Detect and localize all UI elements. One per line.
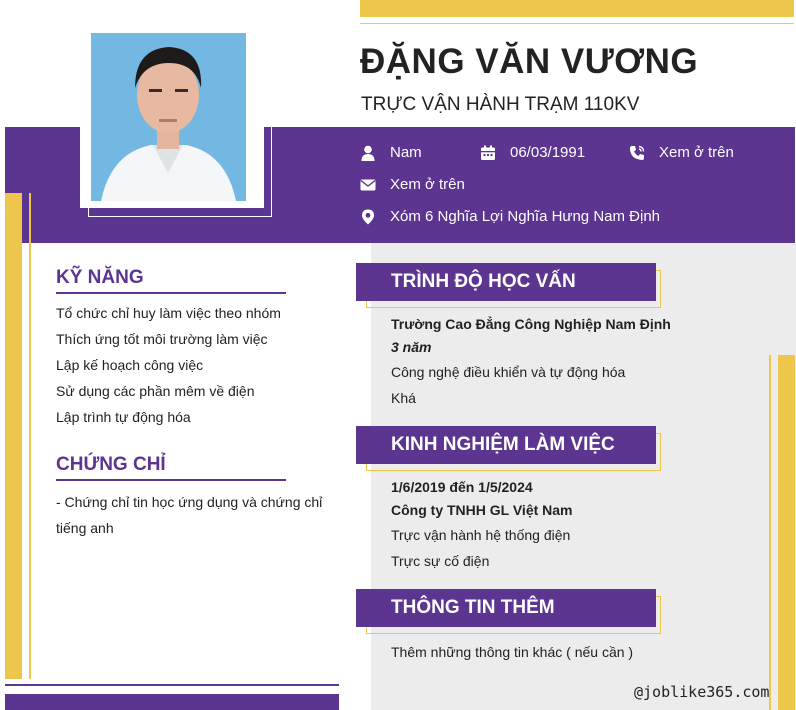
education-duration: 3 năm: [391, 339, 432, 355]
right-column-background: [371, 243, 796, 710]
certificates-title: CHỨNG CHỈ: [56, 454, 166, 475]
calendar-icon: [480, 145, 496, 161]
right-accent-line: [769, 355, 771, 710]
contact-gender: [360, 144, 422, 161]
phone-value: Xem ở trên: [659, 144, 734, 161]
skill-item: Lập trình tự động hóa: [56, 409, 191, 425]
experience-company: Công ty TNHH GL Việt Nam: [391, 502, 573, 518]
gender-value: Nam: [390, 144, 422, 161]
top-accent-bar: [360, 0, 794, 17]
user-icon: [360, 145, 376, 161]
left-accent-line: [29, 193, 31, 679]
experience-period: 1/6/2019 đến 1/5/2024: [391, 479, 533, 495]
skill-item: Tổ chức chỉ huy làm việc theo nhóm: [56, 305, 281, 321]
skills-rule: [56, 292, 286, 294]
contact-address: [360, 208, 660, 225]
education-school: Trường Cao Đẳng Công Nghiệp Nam Định: [391, 316, 671, 332]
candidate-position: TRỰC VẬN HÀNH TRẠM 110KV: [361, 94, 640, 115]
skill-item: Sử dụng các phần mêm về điện: [56, 383, 255, 399]
dob-value: 06/03/1991: [510, 144, 586, 161]
education-grade: Khá: [391, 390, 416, 406]
phone-icon: [629, 145, 645, 161]
education-title: TRÌNH ĐỘ HỌC VẤN: [356, 263, 656, 301]
certificates-rule: [56, 479, 286, 481]
left-accent-bar: [5, 193, 22, 679]
certificates-text: - Chứng chỉ tin học ứng dụng và chứng chỉ tiếng anh: [56, 494, 323, 536]
candidate-name: ĐẶNG VĂN VƯƠNG: [360, 42, 699, 81]
profile-photo: [91, 33, 246, 201]
map-pin-icon: [360, 209, 376, 225]
address-value: Xóm 6 Nghĩa Lợi Nghĩa Hưng Nam Định: [390, 208, 660, 225]
envelope-icon: [360, 177, 376, 193]
top-accent-line: [360, 23, 794, 24]
skills-title: KỸ NĂNG: [56, 267, 144, 288]
contact-phone: [629, 144, 734, 161]
extra-title: THÔNG TIN THÊM: [356, 589, 656, 627]
right-accent-bar: [778, 355, 795, 710]
skill-item: Thích ứng tốt môi trường làm việc: [56, 331, 268, 347]
bottom-accent-line: [5, 684, 339, 686]
experience-duty: Trực sự cố điện: [391, 553, 490, 569]
education-major: Công nghệ điều khiển và tự động hóa: [391, 364, 626, 380]
experience-duty: Trực vận hành hệ thống điện: [391, 527, 571, 543]
watermark: @joblike365.com: [634, 683, 770, 701]
skill-item: Lập kế hoạch công việc: [56, 357, 204, 373]
bottom-accent-bar: [5, 694, 339, 710]
email-value: Xem ở trên: [390, 176, 465, 193]
extra-text: Thêm những thông tin khác ( nếu cần ): [391, 644, 634, 660]
contact-email: [360, 176, 465, 193]
experience-title: KINH NGHIỆM LÀM VIỆC: [356, 426, 656, 464]
contact-dob: [480, 144, 585, 161]
